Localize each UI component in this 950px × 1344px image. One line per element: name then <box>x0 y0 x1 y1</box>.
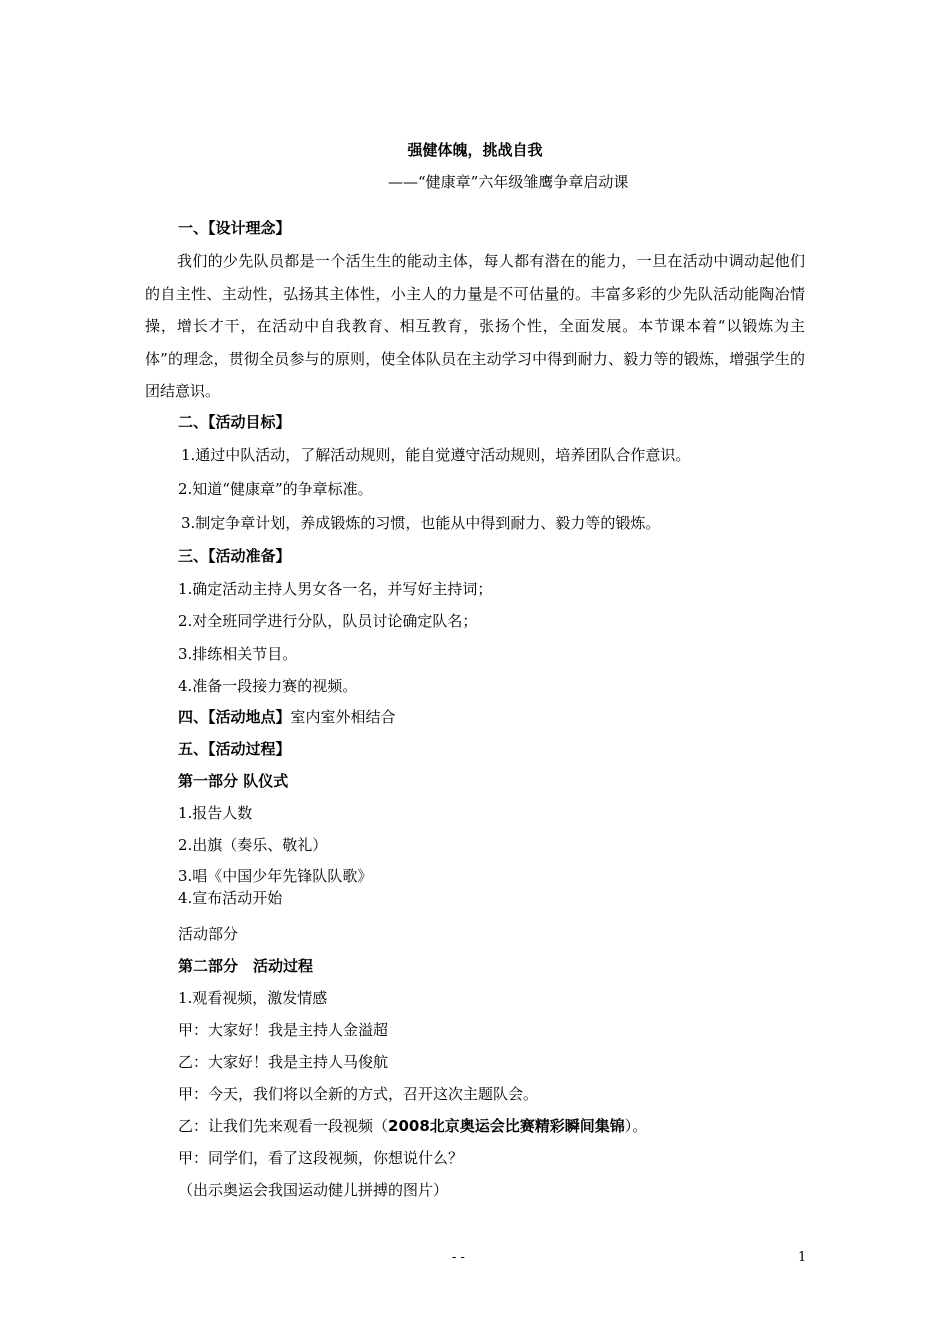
section-4-text: 室内室外相结合 <box>290 708 396 726</box>
prep-item: 3.排练相关节目。 <box>178 645 298 663</box>
footer-center: - - <box>452 1250 465 1265</box>
section-3-heading: 三、【活动准备】 <box>178 547 291 565</box>
prep-item: 4.准备一段接力赛的视频。 <box>178 677 358 695</box>
stage-direction: （出示奥运会我国运动健儿拼搏的图片） <box>178 1181 449 1199</box>
dialogue-line-video <box>178 1116 647 1136</box>
dialogue-line: 乙：大家好！我是主持人马俊航 <box>178 1053 389 1071</box>
prep-item: 2.对全班同学进行分队，队员讨论确定队名； <box>178 612 478 630</box>
process-line: 1.观看视频，激发情感 <box>178 989 328 1007</box>
ceremony-item: 4.宣布活动开始 <box>178 889 283 907</box>
section-2-heading: 二、【活动目标】 <box>178 413 291 431</box>
section-4-line <box>178 707 396 727</box>
ceremony-item: 3.唱《中国少年先锋队队歌》 <box>178 867 373 885</box>
page-subtitle: ——“健康章”六年级雏鹰争章启动课 <box>388 173 629 191</box>
goal-item: 3.制定争章计划，养成锻炼的习惯，也能从中得到耐力、毅力等的锻炼。 <box>181 514 661 532</box>
goal-item: 1.通过中队活动，了解活动规则，能自觉遵守活动规则，培养团队合作意识。 <box>181 446 691 464</box>
video-title: 2008北京奥运会比赛精彩瞬间集锦 <box>388 1117 625 1135</box>
goal-item: 2.知道“健康章”的争章标准。 <box>178 480 373 498</box>
dialogue-line: 甲：今天，我们将以全新的方式，召开这次主题队会。 <box>178 1085 539 1103</box>
section-4-heading: 四、【活动地点】 <box>178 708 291 726</box>
section-5-heading: 五、【活动过程】 <box>178 740 291 758</box>
section-1-heading: 一、【设计理念】 <box>178 219 291 237</box>
video-line-suffix: ）。 <box>624 1117 648 1135</box>
part-1-heading: 第一部分 队仪式 <box>178 772 289 790</box>
prep-item: 1.确定活动主持人男女各一名，并写好主持词； <box>178 580 493 598</box>
dialogue-line: 甲：大家好！我是主持人金溢超 <box>178 1021 389 1039</box>
section-1-body: 我们的少先队员都是一个活生生的能动主体，每人都有潜在的能力，一旦在活动中调动起他们的自主性、主动性，弘扬其主体性，小主人的力量是不可估量的。丰富多彩的少先队活动能陶冶情操，增长才干，在活动中自我教育、相互教育，张扬个性，全面发展。本节课本着“以锻炼为主体”的理念，贯彻全员参与的原则，使全体队员在主动学习中得到耐力、毅力等的锻炼，增强学生的团结意识。 <box>145 252 805 400</box>
dialogue-line: 甲：同学们，看了这段视频，你想说什么？ <box>178 1149 464 1167</box>
ceremony-item: 1.报告人数 <box>178 804 253 822</box>
video-line-prefix: 乙：让我们先来观看一段视频（ <box>178 1117 389 1135</box>
page-number: 1 <box>798 1250 807 1265</box>
page-title: 强健体魄，挑战自我 <box>407 141 543 159</box>
activity-label: 活动部分 <box>178 925 239 943</box>
part-2-heading: 第二部分 活动过程 <box>178 957 314 975</box>
ceremony-item: 2.出旗（奏乐、敬礼） <box>178 836 328 854</box>
